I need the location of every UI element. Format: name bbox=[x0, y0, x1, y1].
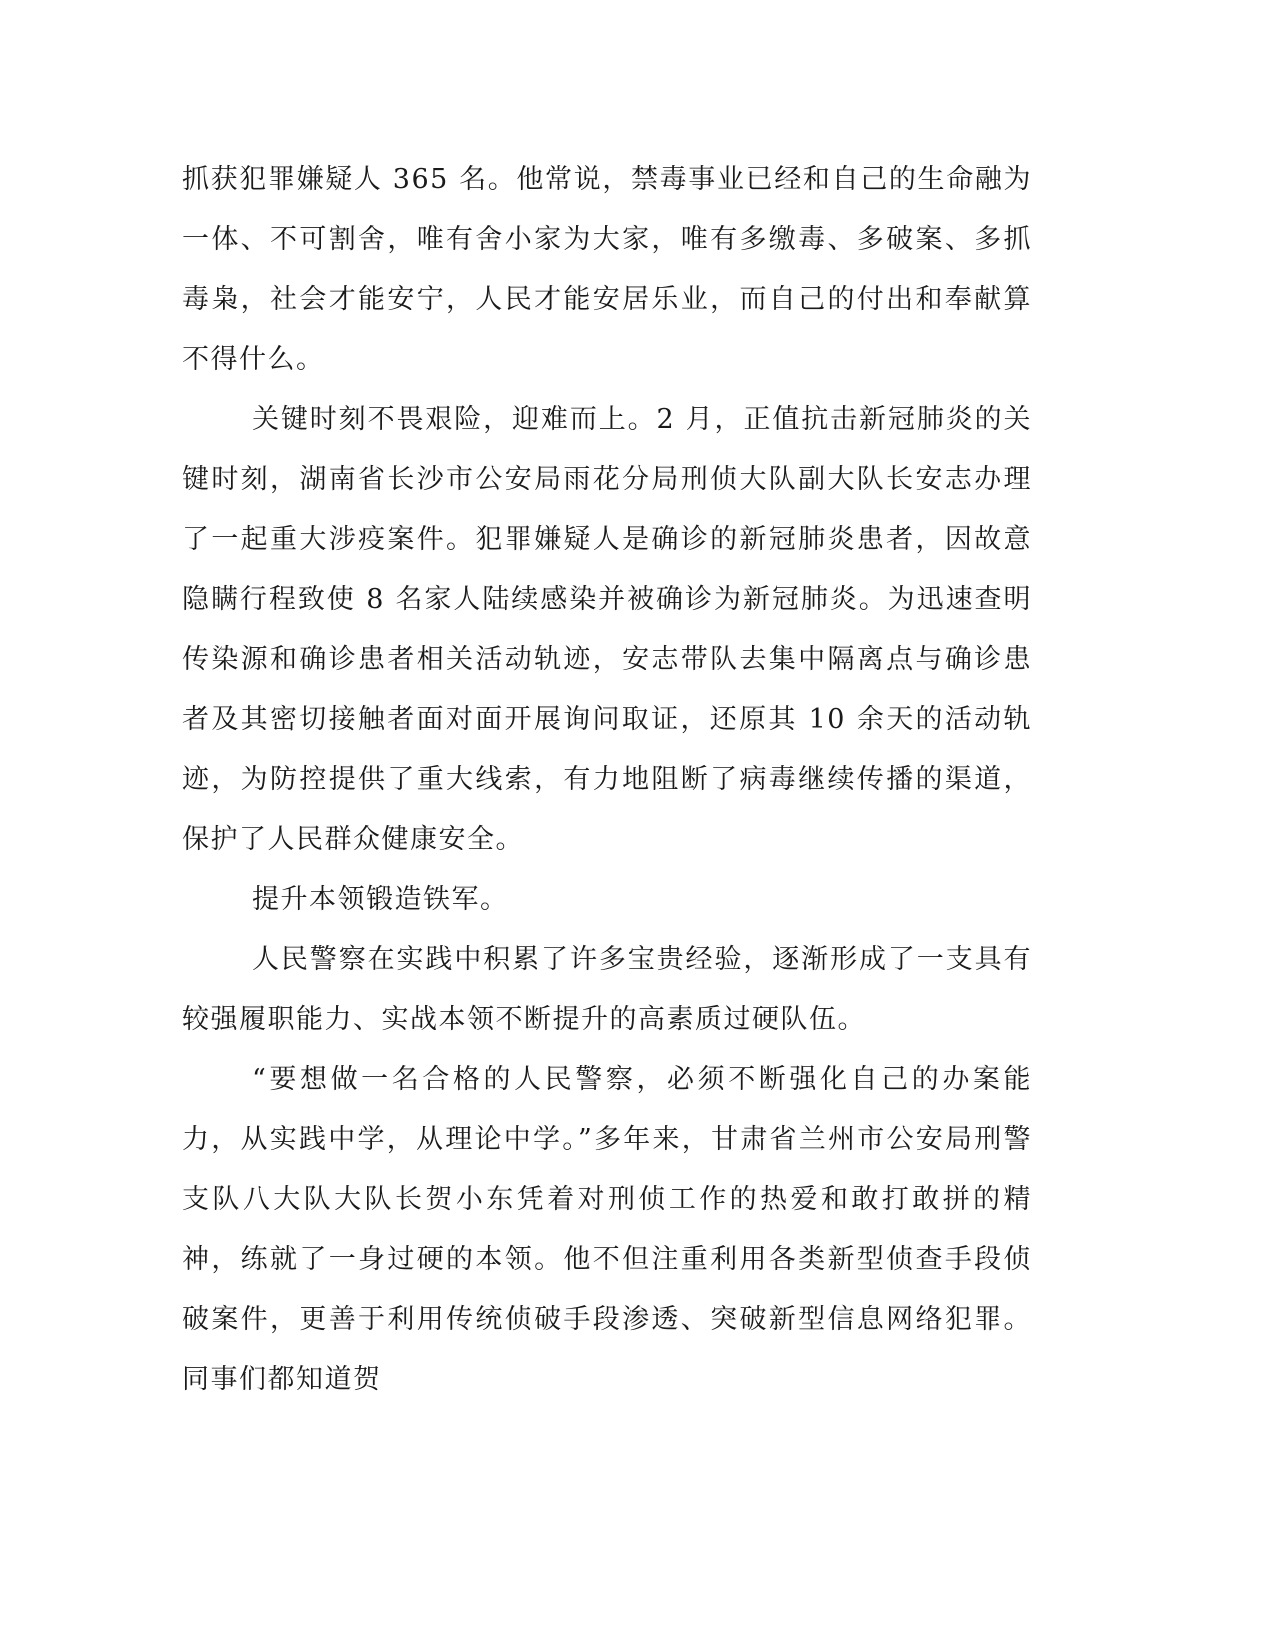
paragraph-2: 关键时刻不畏艰险，迎难而上。2 月，正值抗击新冠肺炎的关键时刻，湖南省长沙市公安局雨花分局刑侦大队副大队长安志办理了一起重大涉疫案件。犯罪嫌疑人是确诊的新冠肺炎患者，因故意隐瞒行程致使 8 名家人陆续感染并被确诊为新冠肺炎。为迅速查明传染源和确诊患者相关活动轨迹，安志带队去集中隔离点与确诊患者及其密切接触者面对面开展询问取证，还原其 10 余天的活动轨迹，为防控提供了重大线索，有力地阻断了病毒继续传播的渠道，保护了人民群众健康安全。 bbox=[182, 404, 1032, 855]
paragraph-3: 提升本领锻造铁军。 bbox=[252, 884, 509, 915]
paragraph-1: 抓获犯罪嫌疑人 365 名。他常说，禁毒事业已经和自己的生命融为一体、不可割舍，唯有舍小家为大家，唯有多缴毒、多破案、多抓毒枭，社会才能安宁，人民才能安居乐业，而自己的付出和奉献算不得什么。 bbox=[182, 164, 1032, 375]
paragraph-4: 人民警察在实践中积累了许多宝贵经验，逐渐形成了一支具有较强履职能力、实战本领不断提升的高素质过硬队伍。 bbox=[182, 944, 1032, 1035]
document-body bbox=[182, 150, 1032, 1410]
paragraph-5: “要想做一名合格的人民警察，必须不断强化自己的办案能力，从实践中学，从理论中学。”多年来，甘肃省兰州市公安局刑警支队八大队大队长贺小东凭着对刑侦工作的热爱和敢打敢拼的精神，练就了一身过硬的本领。他不但注重利用各类新型侦查手段侦破案件，更善于利用传统侦破手段渗透、突破新型信息网络犯罪。同事们都知道贺 bbox=[182, 1064, 1032, 1395]
